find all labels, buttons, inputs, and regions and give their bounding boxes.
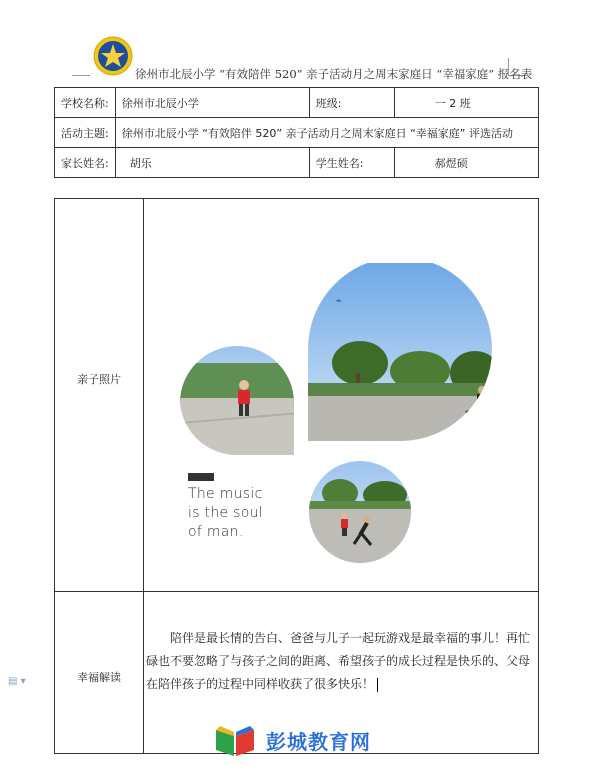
table-row [55, 88, 539, 118]
info-table [54, 87, 539, 178]
reading-paragraph[interactable] [146, 627, 536, 696]
theme-value[interactable]: 徐州市北辰小学 “有效陪伴 520” 亲子活动月之周末家庭日 “幸福家庭” 评选活动 [115, 118, 538, 148]
father-son-soccer-photo [309, 461, 411, 569]
father-kicking-photo [300, 263, 500, 446]
theme-label: 活动主题: [55, 118, 116, 148]
document-options-icon[interactable]: ▤ ▾ [8, 676, 26, 687]
school-value[interactable]: 徐州市北辰小学 [115, 88, 309, 118]
school-label: 学校名称: [55, 88, 116, 118]
watermark-text: 彭城教育网 [266, 730, 371, 754]
site-watermark [212, 722, 412, 762]
quote-text: The music is the soul of man. [188, 486, 263, 540]
content-table [54, 198, 539, 754]
reading-label: 幸福解读 [77, 671, 121, 684]
column-divider [143, 199, 144, 753]
document-title: 徐州市北辰小学 “有效陪伴 520” 亲子活动月之周末家庭日 “幸福家庭” 报名表 [135, 67, 533, 81]
quote-accent-bar [188, 473, 214, 481]
row-divider [55, 591, 538, 592]
parent-value[interactable]: 胡乐 [115, 148, 309, 178]
photo-label: 亲子照片 [77, 373, 121, 386]
student-value[interactable]: 郝煜硕 [394, 148, 538, 178]
child-running-photo [180, 343, 300, 463]
open-book-icon [212, 722, 258, 758]
table-row [55, 118, 539, 148]
school-emblem-icon [93, 36, 133, 76]
table-row [55, 148, 539, 178]
parent-label: 家长姓名: [55, 148, 116, 178]
student-label: 学生姓名: [309, 148, 394, 178]
header-rule-left [72, 75, 90, 76]
class-value[interactable]: 一 2 班 [394, 88, 538, 118]
text-cursor [377, 678, 378, 692]
class-label: 班级: [309, 88, 394, 118]
reading-text: 陪伴是最长情的告白、爸爸与儿子一起玩游戏是最幸福的事儿！再忙碌也不要忽略了与孩子之间的距离、希望孩子的成长过程是快乐的、父母在陪伴孩子的过程中同样收获了很多快乐！ [146, 631, 531, 691]
